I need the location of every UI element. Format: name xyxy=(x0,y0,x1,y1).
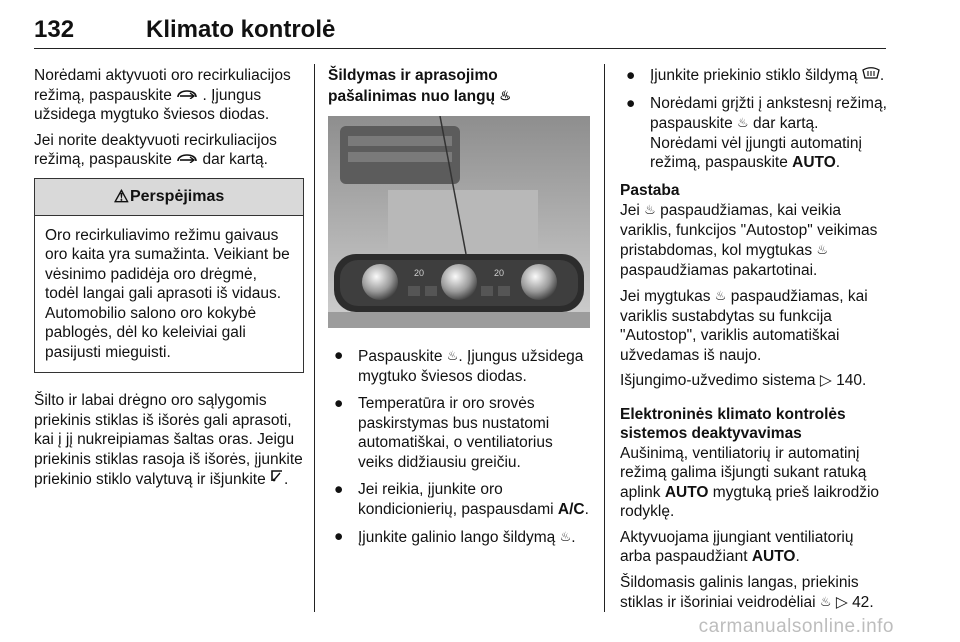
watermark: carmanualsonline.info xyxy=(698,616,894,637)
max-defrost-icon: ♨ xyxy=(737,115,749,130)
warning-box xyxy=(34,178,304,374)
max-defrost-icon: ♨ xyxy=(816,242,829,257)
ac-button-label: A/C xyxy=(557,500,585,518)
section-heading-deactivation: Elektroninės klimato kontrolės sistemos deaktyvavimas xyxy=(620,405,846,442)
column-divider-1 xyxy=(314,64,315,612)
max-defrost-icon: ♨ xyxy=(446,348,459,363)
page-number: 132 xyxy=(34,16,75,43)
recirculation-icon xyxy=(176,151,198,163)
list-item: ● Paspauskite ♨. Įjungus užsidega mygtuko šviesos diodas. xyxy=(334,347,584,385)
windscreen-steps-list xyxy=(620,66,888,173)
list-item: ● Įjunkite galinio lango šildymą ♨. xyxy=(334,528,576,546)
list-item: ● Norėdami grįžti į ankstesnį režimą, paspauskite ♨ dar kartą. Norėdami vėl įjungti automatinį režimą, paspauskite AUTO. xyxy=(626,94,887,171)
cross-reference-stop-start[interactable]: Išjungimo-užvedimo sistema ▷ 140. xyxy=(620,372,867,389)
paragraph-recirc-off: Jei norite deaktyvuoti recirkuliacijos režimą, paspauskite dar kartą. xyxy=(34,131,277,168)
list-item: ● Jei reikia, įjunkite oro kondicionierių, paspausdami A/C. xyxy=(334,481,589,518)
column-1 xyxy=(34,66,304,496)
warning-title: Perspėjimas xyxy=(129,187,225,205)
paragraph-activation: Aktyvuojama įjungiant ventiliatorių arba paspaudžiant AUTO. xyxy=(620,528,854,565)
left-temp-readout: 20 xyxy=(414,268,425,278)
max-defrost-icon: ♨ xyxy=(644,202,656,217)
paragraph-humid-conditions: Šilto ir labai drėgno oro sąlygomis priekinis stiklas iš išorės gali aprasoti, kai į jį nukreipiamas šaltas oras. Jeigu priekinis stiklas rasoja iš išorės, įjunkite priekinio stiklo valytuvą ir išjunkite . xyxy=(34,392,303,488)
climate-panel-illustration xyxy=(328,116,590,328)
list-item: ● Temperatūra ir oro srovės paskirstymas bus nustatomi automatiškai, o ventiliatorius veiks didžiausiu greičiu. xyxy=(334,395,553,471)
max-defrost-icon: ♨ xyxy=(714,288,727,303)
section-heading-defrost: Šildymas ir aprasojimo pašalinimas nuo langų ♨ xyxy=(328,67,512,105)
climate-control-photo xyxy=(328,116,590,328)
max-defrost-icon: ♨ xyxy=(499,87,512,103)
auto-button-label: AUTO xyxy=(664,483,709,501)
auto-button-label: AUTO xyxy=(751,548,796,565)
note-paragraph-2: Jei mygtukas ♨ paspaudžiamas, kai variklis sustabdytas su funkcija "Autostop", variklis automatiškai užvedamas iš naujo. xyxy=(620,288,868,364)
list-item: ● Įjunkite priekinio stiklo šildymą . xyxy=(626,67,885,84)
paragraph-deactivation: Aušinimą, ventiliatorių ir automatinį režimą galima išjungti sukant ratuką aplink AUTO mygtuką prieš laikrodžio rodyklę. xyxy=(620,444,880,520)
column-3 xyxy=(620,66,888,619)
header-rule xyxy=(34,48,886,49)
chapter-title: Klimato kontrolė xyxy=(146,16,336,43)
rear-window-heating-icon: ♨ xyxy=(819,594,832,609)
wiper-off-icon xyxy=(270,469,284,483)
note-title: Pastaba xyxy=(620,181,680,199)
page-reference-arrow-icon: ▷ xyxy=(835,594,848,611)
page-reference-arrow-icon: ▷ xyxy=(819,372,832,389)
warning-triangle-icon: ⚠ xyxy=(113,186,129,206)
auto-button-label: AUTO xyxy=(792,154,836,171)
warning-text: Oro recirkuliavimo režimu gaivaus oro kaita yra sumažinta. Veikiant be vėsinimo padidėja oro drėgmė, todėl langai gali aprasoti iš vidaus. Automobilio salono oro kokybė pablogės, dėl ko keleiviai gali pasijusti mieguisti. xyxy=(45,226,290,361)
note-paragraph-1: Jei ♨ paspaudžiamas, kai veikia variklis, funkcijos "Autostop" veikimas pristabdomas, kol mygtukas ♨ paspaudžiamas pakartotinai. xyxy=(620,202,878,279)
column-2 xyxy=(328,66,590,556)
warning-header xyxy=(35,179,303,216)
defrost-steps-list xyxy=(328,346,590,548)
paragraph-heated-windows[interactable]: Šildomasis galinis langas, priekinis stiklas ir išoriniai veidrodėliai ♨ ▷ 42. xyxy=(620,573,874,611)
recirculation-icon xyxy=(176,87,198,99)
column-divider-2 xyxy=(604,64,605,612)
windscreen-heating-icon xyxy=(862,67,880,79)
page-header xyxy=(34,14,886,54)
right-temp-readout: 20 xyxy=(494,268,505,278)
rear-window-heating-icon: ♨ xyxy=(559,529,572,544)
note-title-line xyxy=(620,181,888,201)
paragraph-recirc-on: Norėdami aktyvuoti oro recirkuliacijos režimą, paspauskite . Įjungus užsidega mygtuko šviesos diodas. xyxy=(34,67,291,123)
